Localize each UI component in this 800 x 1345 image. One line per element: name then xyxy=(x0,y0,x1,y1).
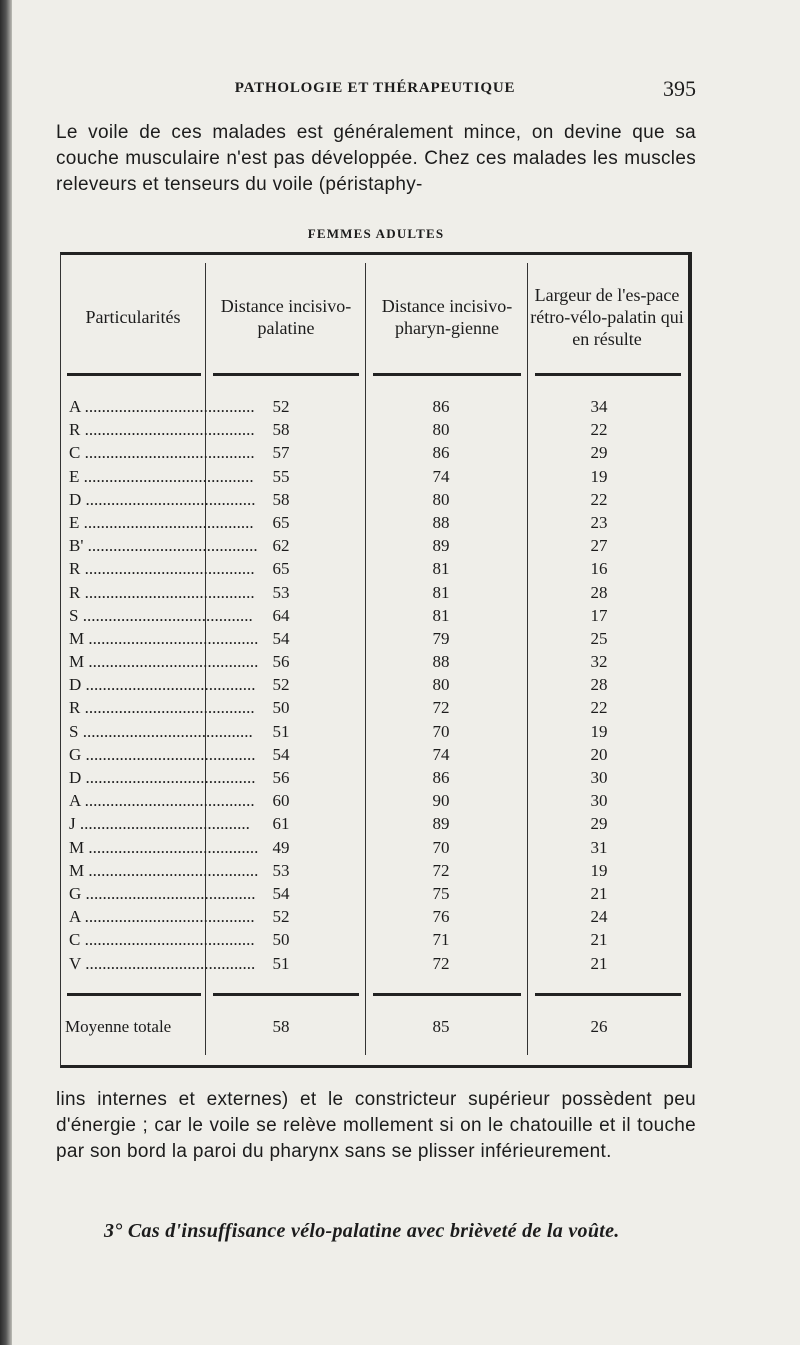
row-largeur: 23 xyxy=(590,512,608,532)
row-largeur: 16 xyxy=(590,559,608,579)
row-distance-incisivo-palatine: 56 xyxy=(272,768,290,787)
running-title: PATHOLOGIE ET THÉRAPEUTIQUE xyxy=(234,80,516,96)
row-distance-incisivo-palatine: 61 xyxy=(272,814,290,834)
row-name: S ........................................ xyxy=(69,721,253,741)
row-largeur: 17 xyxy=(590,605,608,625)
row-distance-incisivo-palatine: 54 xyxy=(272,883,290,903)
table-row xyxy=(61,557,689,580)
row-name: J ........................................ xyxy=(69,814,250,834)
table-row xyxy=(61,673,689,696)
total-rule xyxy=(535,993,681,996)
row-name: G ........................................ xyxy=(69,883,256,903)
table-row xyxy=(61,418,689,441)
running-head xyxy=(54,76,696,104)
table-row xyxy=(61,627,689,650)
row-distance-incisivo-pharyngienne: 71 xyxy=(432,930,450,950)
row-distance-incisivo-pharyngienne: 89 xyxy=(432,536,450,556)
header-rule xyxy=(213,373,359,376)
table-row xyxy=(61,812,689,835)
row-name: M ........................................ xyxy=(69,652,259,672)
row-distance-incisivo-palatine: 58 xyxy=(272,420,290,440)
row-distance-incisivo-pharyngienne: 72 xyxy=(432,698,450,718)
row-distance-incisivo-pharyngienne: 80 xyxy=(432,675,450,695)
header-rule xyxy=(535,373,681,376)
row-distance-incisivo-palatine: 54 xyxy=(272,628,290,648)
section-heading: 3° Cas d'insuffisance vélo-palatine avec brièveté de la voûte. xyxy=(104,1220,620,1242)
row-name: B' ........................................ xyxy=(69,536,258,556)
row-distance-incisivo-palatine: 57 xyxy=(272,443,290,463)
row-name: E ........................................ xyxy=(69,512,254,532)
row-distance-incisivo-palatine: 65 xyxy=(272,559,290,579)
row-name: C ........................................ xyxy=(69,443,255,463)
total-largeur: 26 xyxy=(590,1017,608,1036)
row-distance-incisivo-palatine: 56 xyxy=(272,652,290,672)
row-distance-incisivo-pharyngienne: 74 xyxy=(432,466,450,486)
header-largeur-espace: Largeur de l'es-pace rétro-vélo-palatin qui en résulte xyxy=(530,285,684,349)
row-name: D ........................................ xyxy=(69,489,256,509)
table-row xyxy=(61,720,689,743)
row-distance-incisivo-pharyngienne: 86 xyxy=(432,443,450,463)
row-distance-incisivo-palatine: 64 xyxy=(272,605,290,625)
row-distance-incisivo-pharyngienne: 70 xyxy=(432,721,450,741)
row-largeur: 27 xyxy=(590,536,608,556)
row-distance-incisivo-palatine: 51 xyxy=(272,953,290,973)
row-largeur: 20 xyxy=(590,744,608,764)
row-largeur: 19 xyxy=(590,721,608,741)
row-distance-incisivo-pharyngienne: 80 xyxy=(432,489,450,509)
row-largeur: 32 xyxy=(590,652,608,672)
table-row xyxy=(61,581,689,604)
total-rule xyxy=(213,993,359,996)
row-largeur: 30 xyxy=(590,768,608,787)
row-distance-incisivo-pharyngienne: 80 xyxy=(432,420,450,440)
total-row xyxy=(61,1007,689,1047)
table-row xyxy=(61,465,689,488)
row-distance-incisivo-palatine: 49 xyxy=(272,837,290,857)
table-row xyxy=(61,789,689,812)
row-largeur: 22 xyxy=(590,489,608,509)
row-largeur: 22 xyxy=(590,420,608,440)
row-distance-incisivo-palatine: 53 xyxy=(272,860,290,880)
row-distance-incisivo-pharyngienne: 75 xyxy=(432,883,450,903)
row-distance-incisivo-pharyngienne: 88 xyxy=(432,512,450,532)
row-name: R ........................................ xyxy=(69,698,255,718)
row-largeur: 21 xyxy=(590,930,608,950)
table-row xyxy=(61,836,689,859)
row-name: A ........................................ xyxy=(69,791,255,811)
total-distance-incisivo-pharyngienne: 85 xyxy=(432,1017,450,1036)
table-row xyxy=(61,511,689,534)
row-distance-incisivo-pharyngienne: 79 xyxy=(432,628,450,648)
header-particularites: Particularités xyxy=(85,307,181,327)
row-distance-incisivo-pharyngienne: 81 xyxy=(432,559,450,579)
row-distance-incisivo-palatine: 50 xyxy=(272,698,290,718)
table-row xyxy=(61,488,689,511)
row-distance-incisivo-palatine: 62 xyxy=(272,536,290,556)
table-row xyxy=(61,604,689,627)
row-distance-incisivo-palatine: 58 xyxy=(272,489,290,509)
table-body xyxy=(61,395,689,975)
row-distance-incisivo-pharyngienne: 90 xyxy=(432,791,450,811)
row-name: R ........................................ xyxy=(69,420,255,440)
row-distance-incisivo-palatine: 51 xyxy=(272,721,290,741)
row-distance-incisivo-pharyngienne: 89 xyxy=(432,814,450,834)
table-row xyxy=(61,650,689,673)
row-largeur: 29 xyxy=(590,814,608,834)
row-distance-incisivo-palatine: 53 xyxy=(272,582,290,602)
row-distance-incisivo-palatine: 60 xyxy=(272,791,290,811)
table-row xyxy=(61,859,689,882)
table-row xyxy=(61,766,689,789)
row-distance-incisivo-pharyngienne: 81 xyxy=(432,605,450,625)
row-name: A ........................................ xyxy=(69,397,255,416)
row-name: M ........................................ xyxy=(69,860,259,880)
row-distance-incisivo-pharyngienne: 74 xyxy=(432,744,450,764)
table-row xyxy=(61,743,689,766)
header-rule xyxy=(67,373,201,376)
row-name: S ........................................ xyxy=(69,605,253,625)
row-distance-incisivo-pharyngienne: 86 xyxy=(432,768,450,787)
header-distance-incisivo-palatine: Distance incisivo-palatine xyxy=(220,296,352,338)
total-label: Moyenne totale xyxy=(65,1017,172,1036)
table-row xyxy=(61,534,689,557)
row-largeur: 28 xyxy=(590,675,608,695)
row-largeur: 34 xyxy=(590,397,608,416)
row-name: C ........................................ xyxy=(69,930,255,950)
row-largeur: 19 xyxy=(590,860,608,880)
row-distance-incisivo-pharyngienne: 76 xyxy=(432,907,450,927)
table-row xyxy=(61,882,689,905)
row-distance-incisivo-pharyngienne: 70 xyxy=(432,837,450,857)
row-name: R ........................................ xyxy=(69,582,255,602)
row-name: A ........................................ xyxy=(69,907,255,927)
header-distance-incisivo-pharyngienne: Distance incisivo-pharyn-gienne xyxy=(381,296,513,338)
row-distance-incisivo-palatine: 50 xyxy=(272,930,290,950)
total-rule xyxy=(67,993,201,996)
table-row xyxy=(61,928,689,951)
row-name: V ........................................ xyxy=(69,953,256,973)
row-largeur: 31 xyxy=(590,837,608,857)
row-distance-incisivo-palatine: 54 xyxy=(272,744,290,764)
row-name: G ........................................ xyxy=(69,744,256,764)
header-rule xyxy=(373,373,521,376)
row-name: M ........................................ xyxy=(69,837,259,857)
row-name: R ........................................ xyxy=(69,559,255,579)
row-distance-incisivo-palatine: 55 xyxy=(272,466,290,486)
row-name: M ........................................ xyxy=(69,628,259,648)
row-largeur: 25 xyxy=(590,628,608,648)
table-row xyxy=(61,395,689,418)
row-distance-incisivo-palatine: 52 xyxy=(272,675,290,695)
row-largeur: 21 xyxy=(590,953,608,973)
row-largeur: 21 xyxy=(590,883,608,903)
row-largeur: 29 xyxy=(590,443,608,463)
row-distance-incisivo-palatine: 52 xyxy=(272,397,290,416)
row-largeur: 19 xyxy=(590,466,608,486)
row-largeur: 22 xyxy=(590,698,608,718)
total-rule xyxy=(373,993,521,996)
paragraph-bottom: lins internes et externes) et le constricteur supérieur possèdent peu d'énergie ; car le voile se relève mollement si on le chatouille et il touche par son bord la paroi du pharynx sans se plisser inférieurement. xyxy=(56,1089,696,1162)
row-distance-incisivo-pharyngienne: 81 xyxy=(432,582,450,602)
row-distance-incisivo-pharyngienne: 88 xyxy=(432,652,450,672)
row-distance-incisivo-pharyngienne: 72 xyxy=(432,860,450,880)
total-distance-incisivo-palatine: 58 xyxy=(272,1017,290,1036)
table-title: FEMMES ADULTES xyxy=(307,226,445,241)
table-row xyxy=(61,696,689,719)
row-distance-incisivo-pharyngienne: 86 xyxy=(432,397,450,416)
paragraph-top: Le voile de ces malades est généralement mince, on devine que sa couche musculaire n'est pas développée. Chez ces malades les muscles releveurs et tenseurs du voile (péristaphy- xyxy=(56,122,696,195)
row-name: D ........................................ xyxy=(69,675,256,695)
table-row xyxy=(61,905,689,928)
row-name: D ........................................ xyxy=(69,768,256,787)
row-largeur: 30 xyxy=(590,791,608,811)
row-largeur: 24 xyxy=(590,907,608,927)
row-name: E ........................................ xyxy=(69,466,254,486)
page-number: 395 xyxy=(663,76,696,101)
row-distance-incisivo-palatine: 65 xyxy=(272,512,290,532)
row-distance-incisivo-palatine: 52 xyxy=(272,907,290,927)
measurements-table xyxy=(60,252,692,1068)
row-distance-incisivo-pharyngienne: 72 xyxy=(432,953,450,973)
row-largeur: 28 xyxy=(590,582,608,602)
table-row xyxy=(61,441,689,464)
table-row xyxy=(61,952,689,975)
